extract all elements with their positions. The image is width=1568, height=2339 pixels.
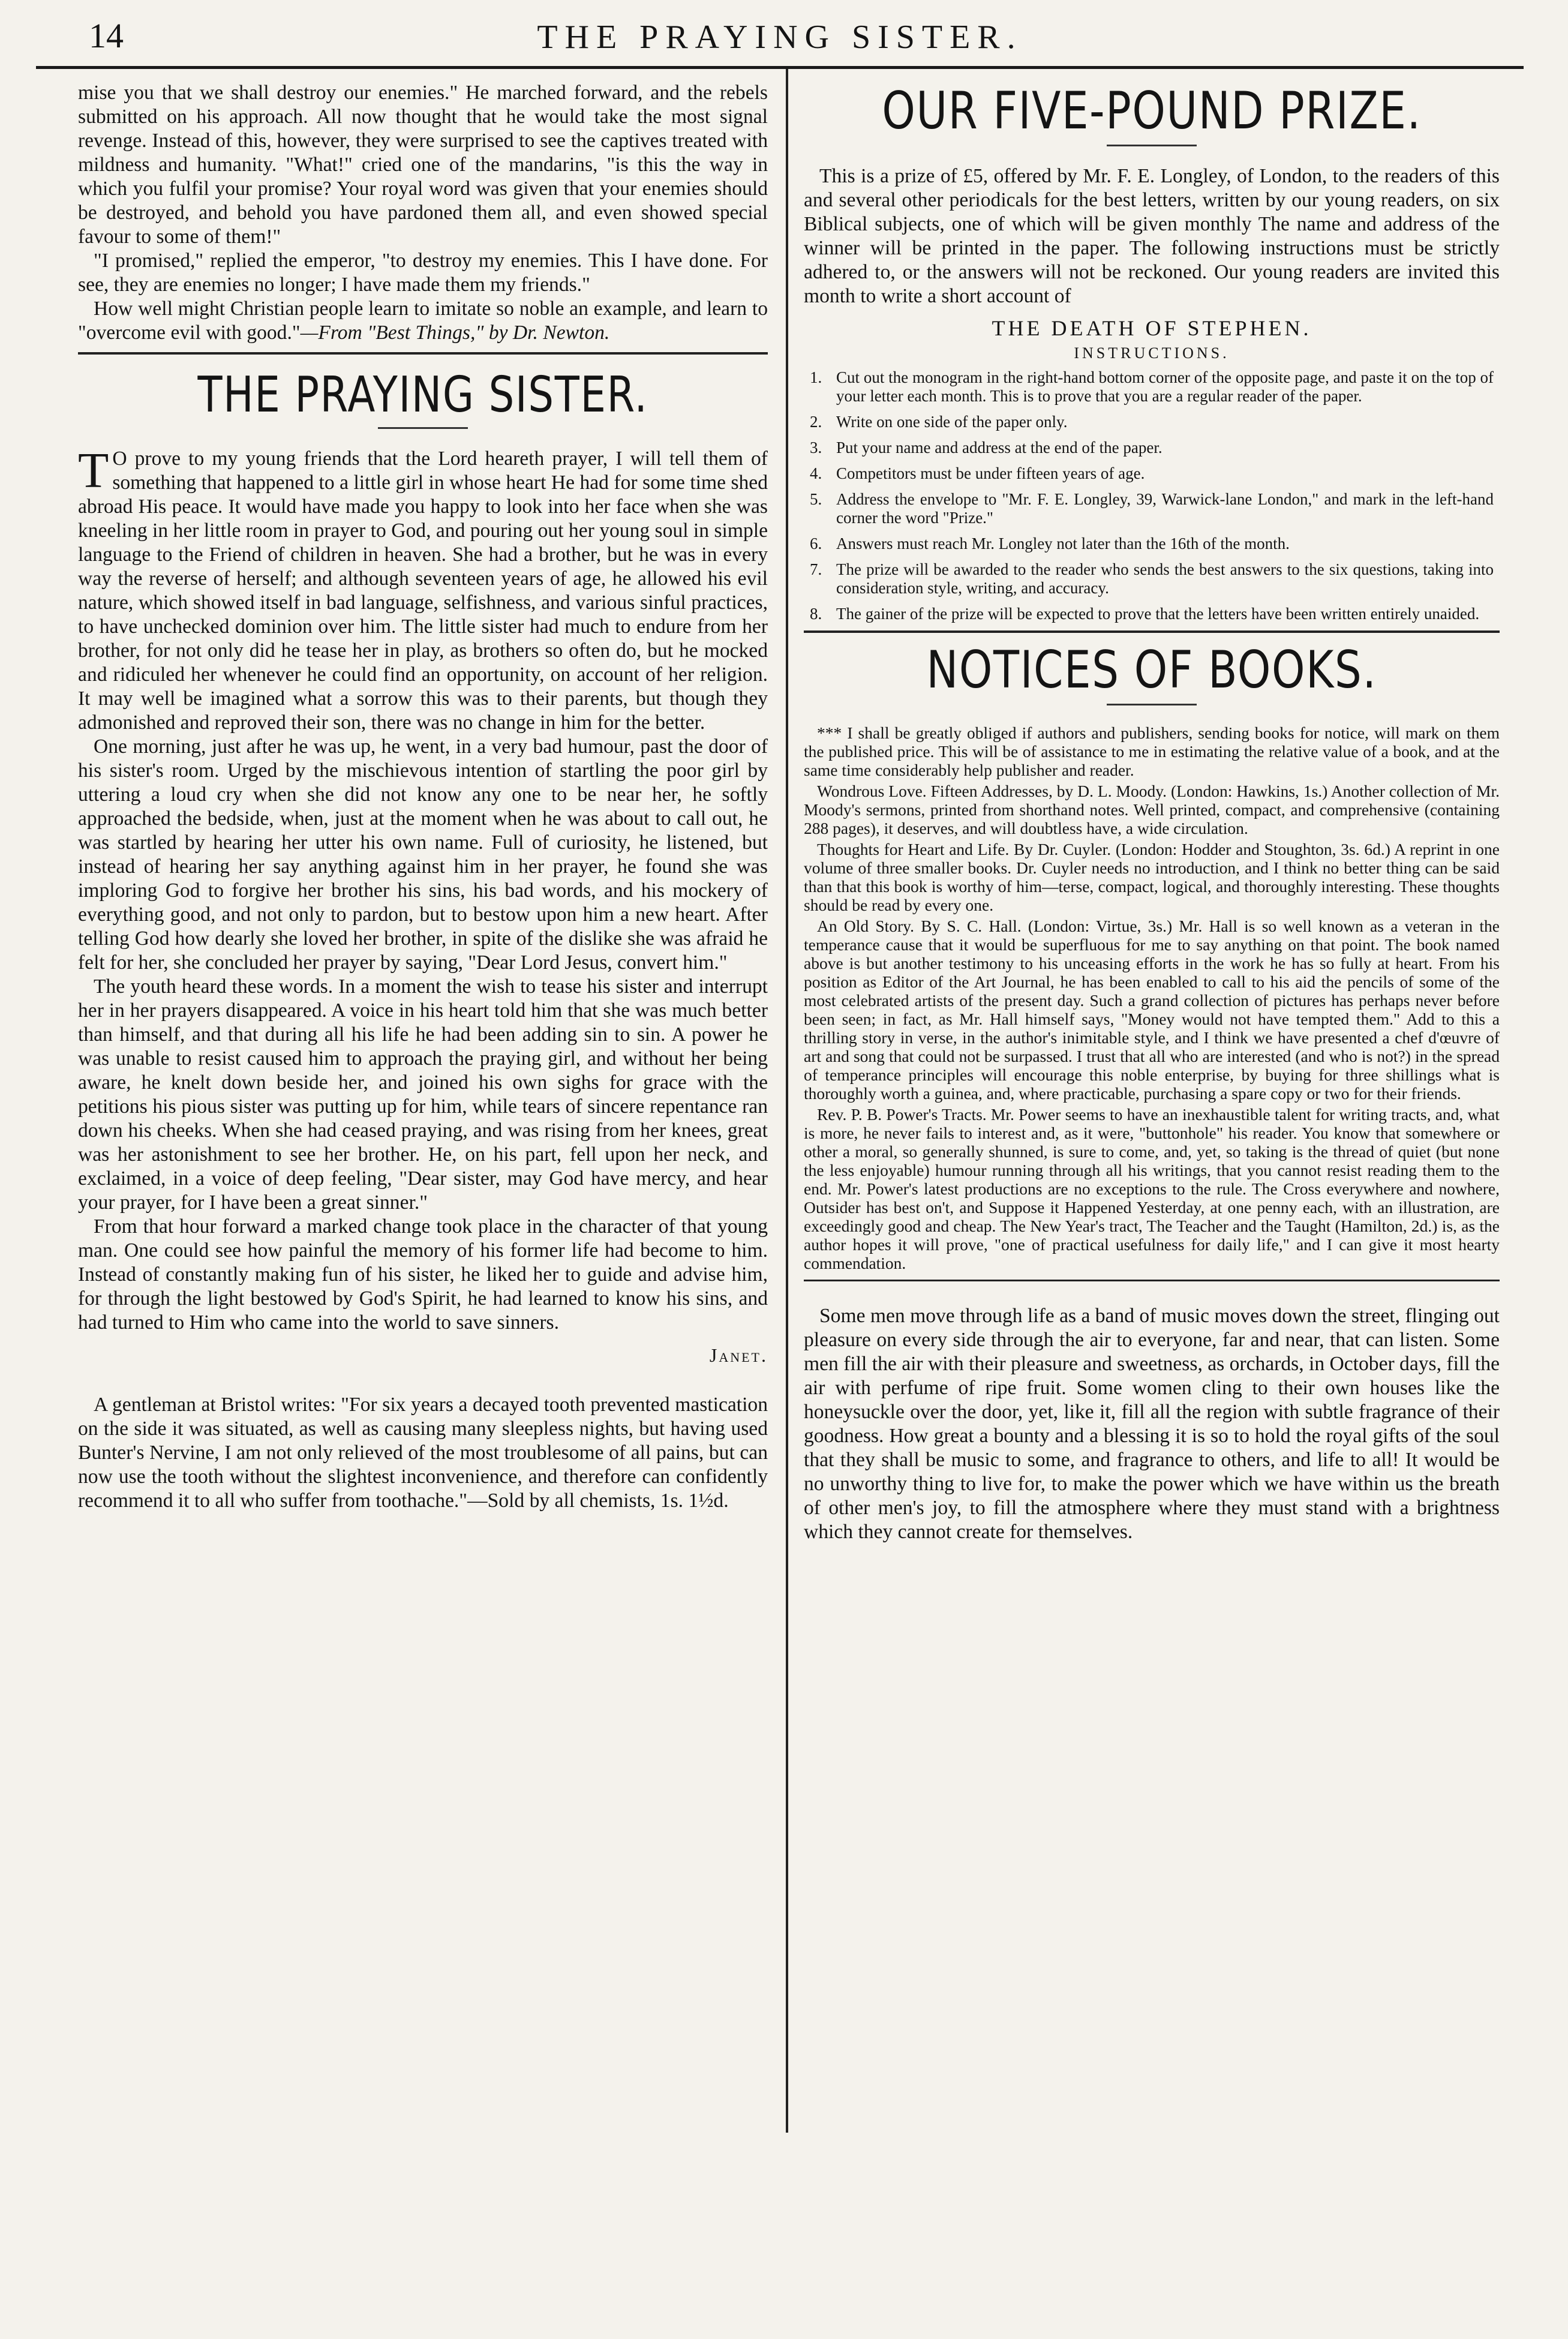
section-rule: [804, 1280, 1500, 1281]
article-paragraph: From that hour forward a marked change took place in the character of that young man. One could see how painful the memory of his former life had become to him. Instead of constantly making fun of his sister, he liked her to guide and advise him, for through the light bestowed by God's Spirit, he had learned to know his sins, and had turned to Him who came into the world to save sinners.: [78, 1215, 768, 1334]
right-column: [804, 81, 1500, 1544]
notice-entry: Thoughts for Heart and Life. By Dr. Cuyler. (London: Hodder and Stoughton, 3s. 6d.) A reprint in one volume of three smaller books. Dr. Cuyler needs no introduction, and I think no better thing can be said than that this book is worthy of him—terse, compact, logical, and thoroughly interesting. These thoughts should be read by every one.: [804, 840, 1500, 914]
notice-entry: Rev. P. B. Power's Tracts. Mr. Power seems to have an inexhaustible talent for writing tracts, and, what is more, he never fails to interest and, as it were, "buttonhole" his reader. You know that somewhere or other a moral, so generally shunned, is sure to come, and, yet, so taking is the thread of quiet (but none the less enjoyable) humour running through all his writings, that you cannot resist reading them to the end. Mr. Power's latest productions are no exceptions to the rule. The Cross everywhere and nowhere, Outsider has best on't, and Suppose it Happened Yesterday, at one penny each, with an illustration, are exceedingly good and cheap. The New Year's tract, The Teacher and the Taught (Hamilton, 2d.) is, as the author hopes it will prove, "one of practical usefulness for daily life," and I can give it most hearty commendation.: [804, 1105, 1500, 1272]
left-column: [78, 81, 768, 1513]
title-rule: [1107, 704, 1197, 705]
continuation-story: [78, 81, 768, 345]
notice-entry: Wondrous Love. Fifteen Addresses, by D. L. Moody. (London: Hawkins, 1s.) Another collection of Mr. Moody's sermons, printed from shorthand notes. Well printed, compact, and comprehensive (containing 288 pages), it deserves, and will doubtless have, a wide circulation.: [804, 782, 1500, 837]
prize-title: OUR FIVE-POUND PRIZE.: [882, 81, 1422, 141]
instruction-item: 5. Address the envelope to "Mr. F. E. Longley, 39, Warwick-lane London," and mark in the left-hand corner the word "Prize.": [810, 490, 1494, 527]
prize-intro: This is a prize of £5, offered by Mr. F. E. Longley, of London, to the readers of this and several other periodicals for the best letters, written by our young readers, on six Biblical subjects, one of which will be given monthly The name and address of the winner will be printed in the paper. The following instructions must be strictly adhered to, or the answers will not be reckoned. Our young readers are invited this month to write a short account of: [804, 165, 1500, 307]
article-paragraph: The youth heard these words. In a moment the wish to tease his sister and interrupt her in her prayers disappeared. A voice in his heart told him that she was much better than himself, and that during all his life he had been adding sin to sin. A power he was unable to resist caused him to approach the praying girl, and without her being aware, he knelt down beside her, and joined his own sighs for grace with the petitions his pious sister was putting up for him, while tears of sincere repentance ran down his cheeks. When she had ceased praying, and was rising from her knees, great was her astonishment to see her brother. He, on his part, fell upon her neck, and exclaimed, in a voice of deep feeling, "Dear sister, may God have mercy, and hear your prayer, for I have been a great sinner.": [78, 975, 768, 1214]
author-signature: Janet.: [709, 1344, 768, 1366]
section-rule: [78, 352, 768, 355]
running-title: THE PRAYING SISTER.: [537, 19, 1023, 56]
article-body: [78, 443, 768, 1335]
article-paragraph: One morning, just after he was up, he went, in a very bad humour, past the door of his sister's room. Urged by the mischievous intention of startling the poor girl by uttering a loud cry when she did not know any one to be near her, he softly approached the bedside, when, just at the moment when he was about to call out, he was startled by hearing her utter his own name. Full of curiosity, he listened, but instead of hearing her say anything against him in her prayer, he found she was imploring God to forgive her brother his sins, his bad words, and his mockery of everything good, and not only to pardon, but to bestow upon him a new heart. After telling God how dearly she loved her brother, in spite of the dislike she was afraid he felt for her, she concluded her prayer by saying, "Dear Lord Jesus, convert him.": [78, 735, 768, 974]
instruction-item: 4. Competitors must be under fifteen years of age.: [810, 464, 1145, 482]
title-rule: [1107, 145, 1197, 146]
notice-entry: An Old Story. By S. C. Hall. (London: Virtue, 3s.) Mr. Hall is so well known as a veteran in the temperance cause that it would be superfluous for me to say anything on that point. The book named above is but another testimony to his unceasing efforts in the work he has so fully at heart. From his position as Editor of the Art Journal, he has been enabled to call to his aid the pencils of some of the most celebrated artists of the present day. Such a grand collection of pictures has perhaps never before been seen; in fact, as Mr. Hall himself says, "Money would not have tempted them." Add to this a thrilling story in verse, in the author's inimitable style, and I think we have presented a chef d'œuvre of art and song that could not be surpassed. I trust that all who are interested (and who is not?) in the spread of temperance principles will encourage this noble enterprise, by buying for three shillings what is thoroughly worth a guinea, and, where practicable, purchasing a spare copy or two for their friends.: [804, 917, 1500, 1103]
instructions-heading: INSTRUCTIONS.: [1074, 344, 1230, 362]
advertisement: [78, 1393, 768, 1513]
continuation-source: —From "Best Things," by Dr. Newton.: [300, 322, 610, 344]
instruction-item: 1. Cut out the monogram in the right-hand bottom corner of the opposite page, and paste it on the top of your letter each month. This is to prove that you are a regular reader of the paper.: [810, 368, 1494, 405]
instruction-item: 2. Write on one side of the paper only.: [810, 413, 1068, 431]
running-head: [36, 12, 1524, 69]
title-rule: [378, 427, 468, 429]
advert-text: A gentleman at Bristol writes: "For six years a decayed tooth prevented mastication on the side it was situated, as well as causing many sleepless nights, but having used Bunter's Nervine, I am not only relieved of the most troublesome of all pains, but can now use the tooth without the slightest inconvenience, and therefore can confidently recommend it to all who suffer from toothache."—Sold by all chemists, 1s. 1½d.: [78, 1394, 768, 1512]
continuation-paragraph: "I promised," replied the emperor, "to destroy my enemies. This I have done. For see, they are enemies no longer; I have made them my friends.": [78, 250, 768, 296]
section-rule: [804, 630, 1500, 633]
notices-title: NOTICES OF BOOKS.: [926, 640, 1377, 700]
drop-cap: T: [78, 443, 109, 499]
continuation-paragraph: [78, 297, 768, 345]
page-number: 14: [89, 16, 124, 55]
instruction-item: 8. The gainer of the prize will be expected to prove that the letters have been written entirely unaided.: [810, 605, 1480, 623]
continuation-paragraph: mise you that we shall destroy our enemies." He marched forward, and the rebels submitted on his approach. All now thought that he would take the most signal revenge. Instead of this, however, they were surprised to see the captives treated with mildness and humanity. "What!" cried one of the mandarins, "is this the way in which you fulfil your promise? Your royal word was given that your enemies should be destroyed, and behold you have pardoned them all, and even showed special favour to some of them!": [78, 82, 768, 248]
instruction-item: 3. Put your name and address at the end of the paper.: [810, 439, 1163, 457]
article-title: THE PRAYING SISTER.: [197, 367, 648, 424]
prize-subject: THE DEATH OF STEPHEN.: [992, 316, 1312, 340]
notices-body: [804, 723, 1500, 1272]
instructions-list: [810, 368, 1494, 623]
column-divider: [786, 69, 788, 2133]
closing-essay: Some men move through life as a band of music moves down the street, flinging out pleasure on every side through the air to everyone, far and near, that can listen. Some men fill the air with their pleasure and sweetness, as orchards, in October days, fill the air with perfume of ripe fruit. Some women cling to their own houses like the honeysuckle over the door, yet, like it, fill all the region with subtle fragrance of their goodness. How great a bounty and a blessing it is so to hold the royal gifts of the soul that they shall be music to some, and fragrance to others, and life to all! It would be no unworthy thing to live for, to make the power which we have within us the breath of other men's joy, to fill the atmosphere where they must stand with a brightness which they cannot create for themselves.: [804, 1305, 1500, 1543]
continuation-last: How well might Christian people learn to imitate so noble an example, and learn to "overcome evil with good.": [78, 298, 768, 344]
notice-entry: *** I shall be greatly obliged if authors and publishers, sending books for notice, will mark on them the published price. This will be of assistance to me in estimating the relative value of a book, and at the same time considerably help publisher and reader.: [804, 723, 1500, 779]
instruction-item: 7. The prize will be awarded to the reader who sends the best answers to the six questions, taking into consideration style, writing, and accuracy.: [810, 560, 1494, 597]
article-paragraph: T O prove to my young friends that the Lord heareth prayer, I will tell them of something that happened to a little girl in whose heart He had for some time shed abroad His peace. It would have made you happy to look into her face when she was kneeling in her little room in prayer to God, and pouring out her young soul in simple language to the Friend of children in heaven. She had a brother, but he was in every way the reverse of herself; and although seventeen years of age, he allowed his evil nature, which showed itself in bad language, selfishness, and various sinful practices, to have unchecked dominion over him. The little sister had much to endure from her brother, for not only did he tease her in play, as brothers so often do, but he mocked and ridiculed her whenever he could find an opportunity, on account of her religion. It may well be imagined what a sorrow this was to their parents, but though they admonished and reproved their son, there was no change in him for the better.: [78, 443, 768, 734]
instruction-item: 6. Answers must reach Mr. Longley not later than the 16th of the month.: [810, 535, 1290, 553]
